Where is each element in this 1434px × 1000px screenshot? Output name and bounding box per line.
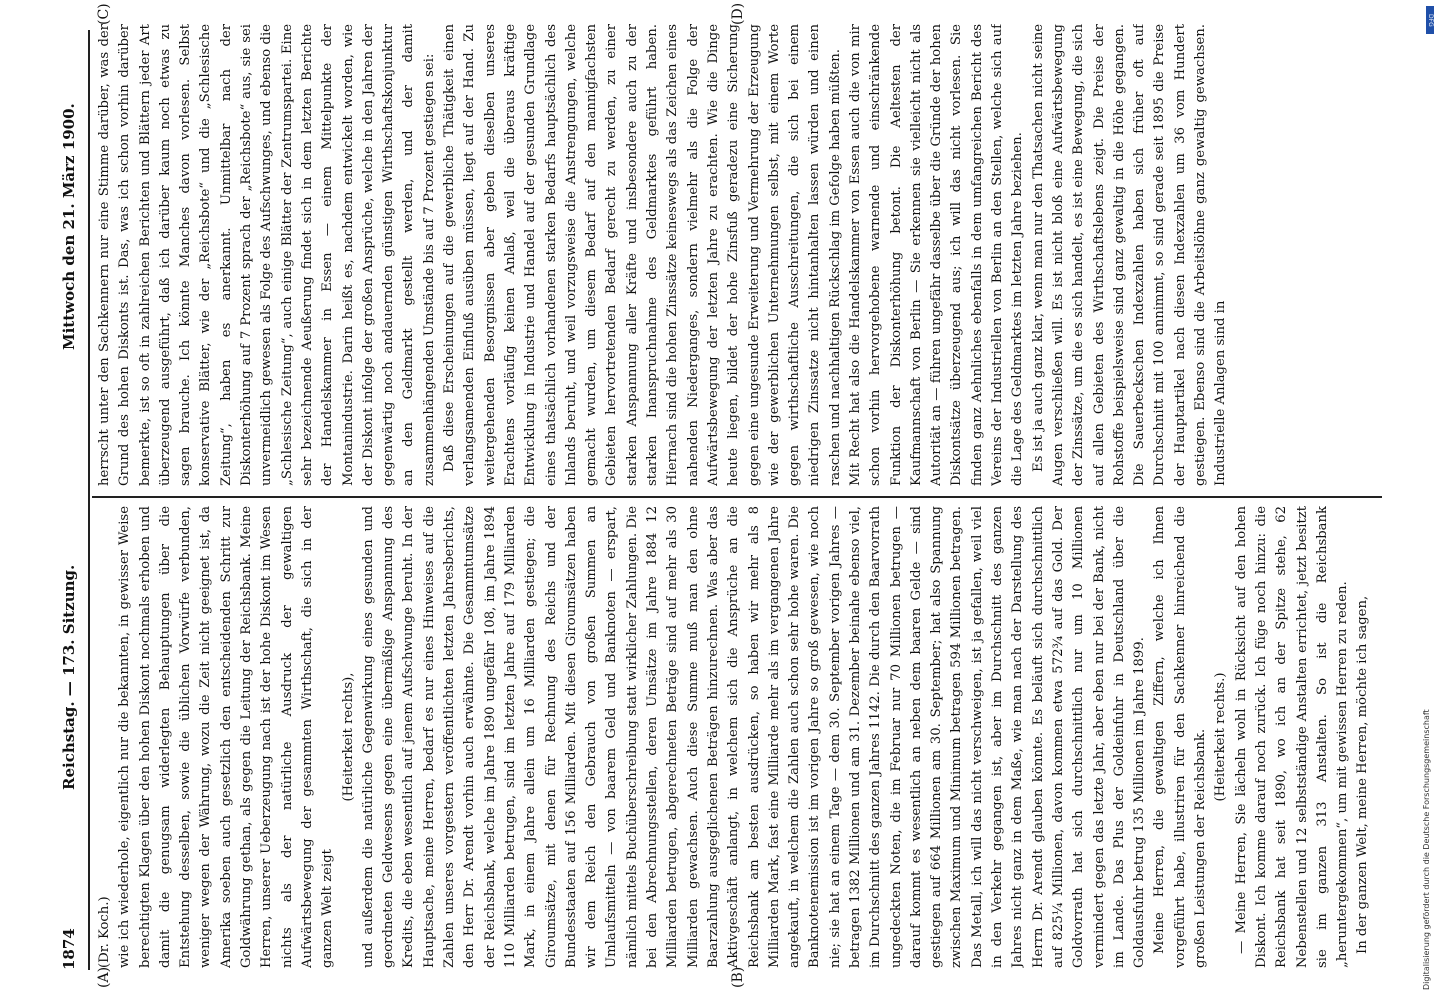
header-rule (88, 30, 90, 970)
marker-a: (A) (96, 966, 112, 988)
paragraph: herrscht unter den Sachkennern nur eine Stimme darüber, was der Grund des hohen Diskonts ist. Das, was ich schon vorhin darüber bemerkte, ist so oft in zahlreichen Berichten und Blättern jeder Art überzeugend ausgeführt, daß ich darüber kaum noch etwas zu sagen brauche. Ich könnte Manches davon vorlesen. Selbst konservative Blätter, wie der „Reichsbote“ und die „Schlesische Zeitung“, haben es anerkannt. Unmittelbar nach der Diskonterhöhung auf 7 Prozent sprach der „Reichsbote“ aus, sie sei unvermeidlich gewesen als Folge des Aufschwunges, und ebenso die „Schlesische Zeitung“, auch einige Blätter der Zentrumspartei. Eine sehr bezeichnende Aeußerung findet sich in dem letzten Berichte der Handelskammer in Essen — einem Mittelpunkte der Montanindustrie. Darin heißt es, nachdem entwickelt worden, wie der Diskont infolge der großen Ansprüche, welche in den Jahren der gegenwärtig noch andauernden günstigen Wirthschaftskonjunktur an den Geldmarkt gestellt werden, und der damit zusammenhängenden Umstände bis auf 7 Prozent gestiegen sei: (97, 24, 437, 486)
paragraph: In der ganzen Welt, meine Herren, möchte ich sagen, (1355, 595, 1371, 954)
column-divider (92, 496, 1382, 498)
paragraph: Meine Herren, die gewaltigen Ziffern, welche ich Ihnen vorgeführt habe, illustriren für den Sachkenner hinreichend die großen Leistungen der Reichsbank. (1152, 506, 1209, 968)
marker-d: (D) (730, 2, 746, 25)
paragraph: — Meine Herren, Sie lächeln wohl in Rücksicht auf den hohen Diskont. Ich komme darauf noch zurück. Ich füge noch hinzu: die Reichsbank hat seit 1890, wo ich an der Spitze stehe, 62 Nebenstellen und 12 selbstständige Anstalten errichtet, jetzt besitzt sie im ganzen 313 Anstalten. So ist die Reichsbank „heruntergekommen“, um mit gewissen Herren zu reden. (1233, 506, 1351, 968)
right-page-title: Mittwoch den 21. März 1900. (60, 103, 78, 350)
marker-b: (B) (730, 966, 746, 988)
dfg-logo: DFG (1426, 6, 1434, 34)
right-column (95, 24, 1375, 486)
page-header (60, 30, 84, 970)
interjection: (Heiterkeit rechts.) (1213, 672, 1229, 802)
interjection: (Heiterkeit rechts), (340, 672, 356, 802)
marker-c: (C) (96, 3, 112, 25)
left-column (95, 506, 1375, 968)
digitization-credit: Digitalisierung gefördert durch die Deutsche Forschungsgemeinschaft (1422, 709, 1431, 990)
paragraph: und außerdem die natürliche Gegenwirkung eines gesunden und geordneten Geldwesens gegen eine übermäßige Anspannung des Kredits, die eben wesentlich auf jenem Aufschwunge beruht. In der Hauptsache, meine Herren, bedarf es nur eines Hinweises auf die Zahlen unseres vorgestern veröffentlichten letzten Jahresberichts, den Herr Dr. Arendt vorhin auch erwähnte. Die Gesammtumsätze der Reichsbank, welche im Jahre 1890 ungefähr 108, im Jahre 1894 110 Milliarden betrugen, sind im letzten Jahre auf 179 Milliarden Mark, in einem Jahre allein um 16 Milliarden gestiegen; die Giroumsätze, mit denen für Rechnung des Reichs und der Bundesstaaten auf 156 Milliarden. Mit diesen Giroumsätzen haben wir dem Reich den Gebrauch von großen Summen an Umlaufsmitteln — von baarem Geld und Banknoten — erspart, nämlich mittels Buchüberschreibung statt wirklicher Zahlungen. Die bei den Abrechnungsstellen, deren Umsätze im Jahre 1884 12 Milliarden betrugen, abgerechneten Beträge sind auf mehr als 30 Milliarden gewachsen. Auch diese Summe muß man den ohne Baarzahlung ausgeglichenen Beträgen hinzurechnen. Was aber das Aktivgeschäft anlangt, in welchem sich die Ansprüche an die Reichsbank am besten ausdrücken, so haben wir mehr als 8 Milliarden Mark, fast eine Milliarde mehr als im vergangenen Jahre angekauft, in welchem die Zahlen auch schon sehr hohe waren. Die Banknotenemission ist im vorigen Jahre so groß gewesen, wie noch nie; sie hat an einem Tage — dem 30. September vorigen Jahres — betragen 1382 Millionen und am 31. Dezember beinahe ebenso viel, im Durchschnitt des ganzen Jahres 1142. Die durch den Baarvorrath ungedeckten Noten, die im Februar nur 70 Millionen betrugen — darauf kommt es wesentlich an neben dem baaren Gelde — sind gestiegen auf 664 Millionen am 30. September; hat also Spannung zwischen Maximum und Minimum betragen 594 Millionen betragen. Das Metall, ich will das nicht verschweigen, ist ja gefallen, weil viel in den Verkehr gegangen ist, aber im Durchschnitt des ganzen Jahres nicht ganz in dem Maße, wie man nach der Darstellung des Herrn Dr. Arendt glauben könnte. Es beläuft sich durchschnittlich auf 825¼ Millionen, davon kommen etwa 572¾ auf das Gold. Der Goldvorrath hat sich durchschnittlich nur um 10 Millionen vermindert gegen das letzte Jahr, aber eben nur bei der Bank, nicht im Lande. Das Plus der Goldeinfuhr in Deutschland über die Goldausfuhr betrug 135 Millionen im Jahre 1899. (360, 506, 1148, 968)
left-page-title: Reichstag. — 173. Sitzung. (60, 564, 78, 790)
paragraph: Es ist ja auch ganz klar, wenn man nur den Thatsachen nicht seine Augen verschließen will. Es ist nicht bloß eine Aufwärtsbewegung der Zinssätze, um die es sich handelt, es ist eine Bewegung, die sich auf allen Gebieten des Wirthschaftslebens zeigt. Die Preise der Rohstoffe beispielsweise sind ganz gewaltig in die Höhe gegangen. Die Sauerbeckschen Indexzahlen haben sich früher oft auf Durchschnitt mit 100 annimmt, so sind gerade seit 1895 die Preise der Hauptartikel nach diesen Indexzahlen um 36 vom Hundert gestiegen. Ebenso sind die Arbeitslöhne ganz gewaltig gewachsen. Industrielle Anlagen sind in (1030, 24, 1229, 486)
paragraph: Mit Recht hat also die Handelskammer von Essen auch die von mir schon vorhin hervorgehobene warnende und einschränkende Funktion der Diskonterhöhung betont. Die Aeltesten der Kaufmannschaft von Berlin — Sie erkennen sie vielleicht nicht als Autorität an — führen ungefähr dasselbe über die Gründe der hohen Diskontsätze überzeugend aus; ich will das nicht vorlesen. Sie finden ganz Aehnliches ebenfalls in dem umfangreichen Bericht des Vereins der Industriellen von Berlin an den Stellen, welche sich auf die Lage des Geldmarktes im letzten Jahre beziehen. (847, 24, 1026, 486)
paragraph: wie ich wiederhole, eigentlich nur die bekannten, in gewisser Weise berechtigten Klagen über den hohen Diskont nochmals erhoben und damit die genugsam widerlegten Behauptungen über die Entstehung desselben, sowie die üblichen Vorwürfe verbunden, weniger wegen der Währung, wozu die Zeit nicht geeignet ist, da Amerika soeben auch gesetzlich den entscheidenden Schritt zur Goldwährung gethan, als gegen die Leitung der Reichsbank. Meine Herren, unserer Ueberzeugung nach ist der hohe Diskont im Wesen nichts als der natürliche Ausdruck der gewaltigen Aufwärtsbewegung der gesammten Wirthschaft, die sich in der ganzen Welt zeigt (117, 506, 336, 968)
quoted-paragraph: Daß diese Erscheinungen auf die gewerbliche Thätigkeit einen verlangsamenden Einfluß ausüben müssen, liegt auf der Hand. Zu weitergehenden Besorgnissen aber geben dieselben unseres Erachtens vorläufig keinen Anlaß, weil die überaus kräftige Entwicklung in Industrie und Handel auf der gesunden Grundlage eines thatsächlich vorhandenen starken Bedarfs hauptsächlich des Inlands beruht, und weil vorzugsweise die Anstrengungen, welche gemacht wurden, um diesem Bedarf auf den mannigfachsten Gebieten hervortretenden Bedarf gerecht zu werden, zu einer starken Anspannung aller Kräfte und insbesondere auch zu der starken Inanspruchnahme des Geldmarktes geführt haben. Hiernach sind die hohen Zinssätze keineswegs als das Zeichen eines nahenden Niederganges, sondern vielmehr als die Folge der Aufwärtsbewegung der letzten Jahre zu erachten. Wie die Dinge heute liegen, bildet der hohe Zinsfuß geradezu eine Sicherung gegen eine ungesunde Erweiterung und Vermehrung der Erzeugung wie der gewerblichen Unternehmungen selbst, mit einem Worte gegen wirthschaftliche Ausschreitungen, die sich bei einem niedrigen Zinssatze nicht hintanhalten lassen würden und einen raschen und nachhaltigen Rückschlag im Gefolge haben müßten. (442, 24, 843, 486)
page-number: 1874 (60, 928, 78, 970)
speaker-note: (Dr. Koch.) (97, 896, 112, 968)
